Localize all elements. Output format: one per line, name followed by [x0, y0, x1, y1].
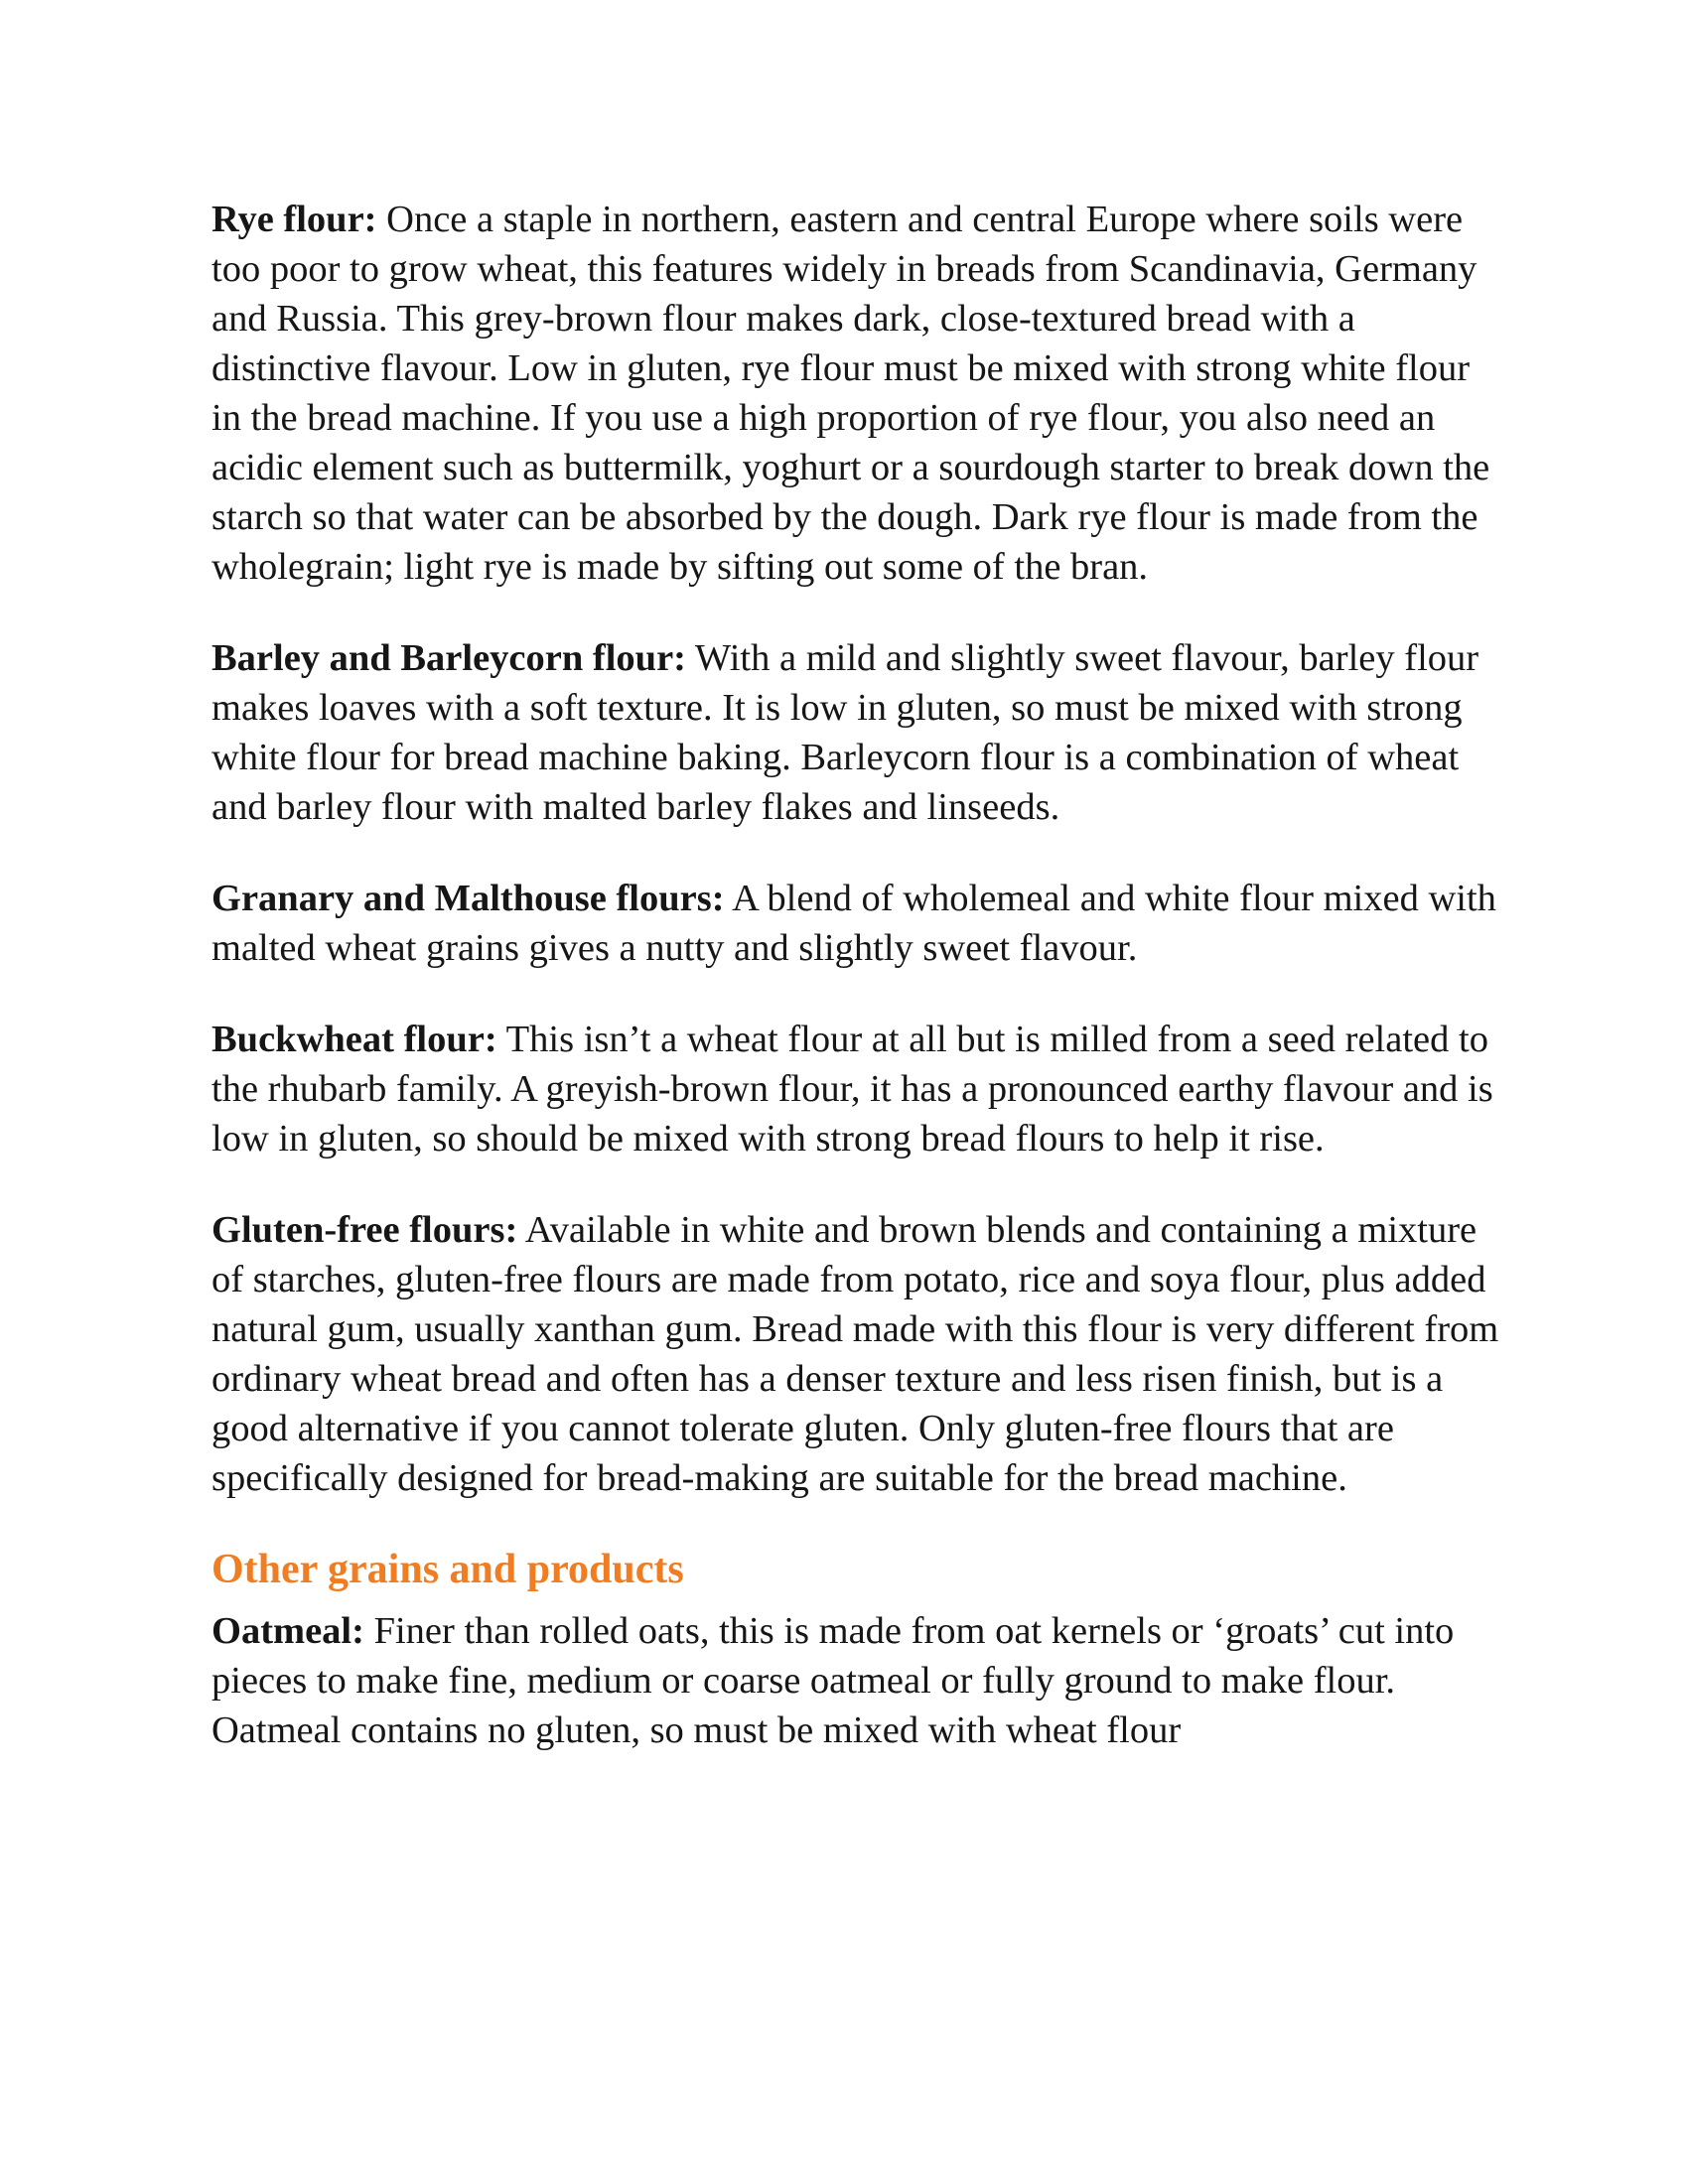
term-rye-flour: Rye flour: [211, 199, 377, 240]
paragraph-granary-flour [211, 874, 1502, 973]
description-gluten-free-flours: Available in white and brown blends and containing a mixture of starches, gluten-free flours are made from potato, rice and soya flour, plus added natural gum, usually xanthan gum. Bread made with this flour is very different from ordinary wheat bread and often has a denser texture and less risen finish, but is a good alternative if you cannot tolerate gluten. Only gluten-free flours that are specifically designed for bread-making are suitable for the bread machine. [211, 1209, 1499, 1499]
paragraph-gluten-free-flours [211, 1205, 1502, 1503]
description-granary-flour: A blend of wholemeal and white flour mixed with malted wheat grains gives a nutty and slightly sweet flavour. [211, 878, 1496, 969]
term-granary-flour: Granary and Malthouse flours: [211, 878, 725, 919]
description-oatmeal: Finer than rolled oats, this is made from oat kernels or ‘groats’ cut into pieces to make fine, medium or coarse oatmeal or fully ground to make flour. Oatmeal contains no gluten, so must be mixed with wheat flour [211, 1610, 1455, 1751]
description-barley-flour: With a mild and slightly sweet flavour, barley flour makes loaves with a soft texture. It is low in gluten, so must be mixed with strong white flour for bread machine baking. Barleycorn flour is a combination of wheat and barley flour with malted barley flakes and linseeds. [211, 637, 1479, 828]
description-buckwheat-flour: This isn’t a wheat flour at all but is milled from a seed related to the rhubarb family. A greyish-brown flour, it has a pronounced earthy flavour and is low in gluten, so should be mixed with strong bread flours to help it rise. [211, 1019, 1493, 1160]
term-buckwheat-flour: Buckwheat flour: [211, 1019, 497, 1060]
term-barley-flour: Barley and Barleycorn flour: [211, 637, 686, 679]
document-page [211, 195, 1502, 1755]
section-heading: Other grains and products [211, 1547, 684, 1592]
paragraph-buckwheat-flour [211, 1015, 1502, 1163]
description-rye-flour: Once a staple in northern, eastern and central Europe where soils were too poor to grow wheat, this features widely in breads from Scandinavia, Germany and Russia. This grey-brown flour makes dark, close-textured bread with a distinctive flavour. Low in gluten, rye flour must be mixed with strong white flour in the bread machine. If you use a high proportion of rye flour, you also need an acidic element such as buttermilk, yoghurt or a sourdough starter to break down the starch so that water can be absorbed by the dough. Dark rye flour is made from the wholegrain; light rye is made by sifting out some of the bran. [211, 199, 1490, 588]
term-oatmeal: Oatmeal: [211, 1610, 364, 1652]
paragraph-rye-flour [211, 195, 1502, 592]
term-gluten-free-flours: Gluten-free flours: [211, 1209, 518, 1251]
paragraph-barley-flour [211, 633, 1502, 832]
paragraph-oatmeal [211, 1606, 1502, 1755]
